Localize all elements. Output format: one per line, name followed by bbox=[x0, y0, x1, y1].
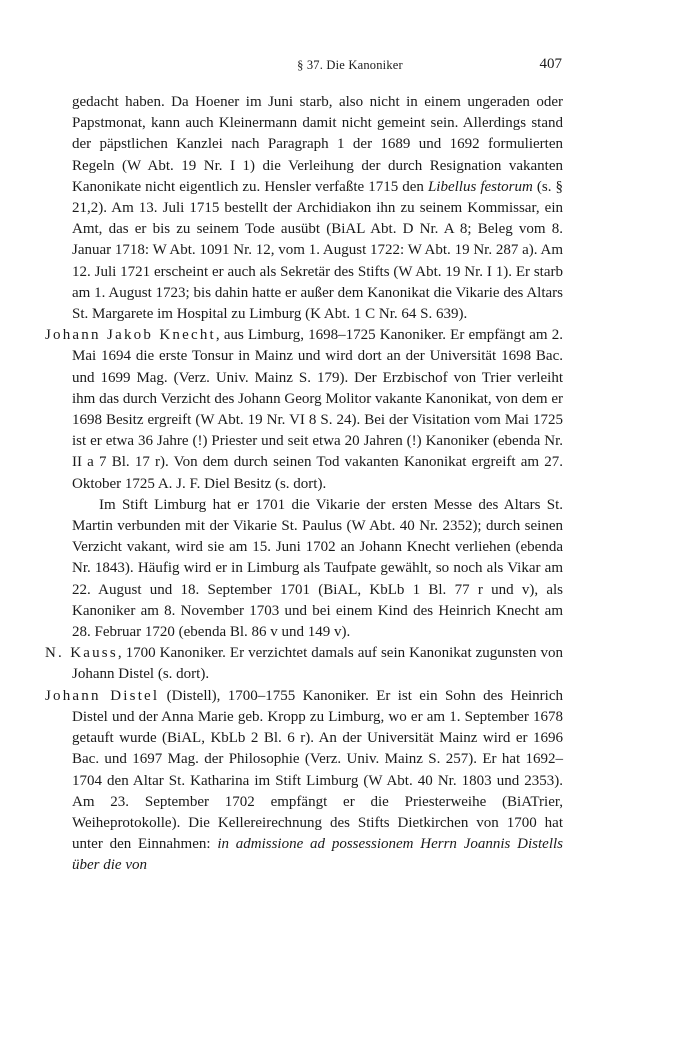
entry-knecht bbox=[45, 325, 563, 495]
entry-name: N. Kauss bbox=[45, 645, 118, 662]
work-title: Libellus festorum bbox=[427, 178, 533, 195]
entry-knecht-paragraph-2 bbox=[45, 495, 563, 643]
entry-text: Im Stift Limburg hat er 1701 die Vikarie der ersten Messe des Altars St. Martin verbunden mit der Vikarie St. Paulus (W Abt. 40 Nr. 2352); durch seinen Verzicht vakant, wird sie am 15. Juni 1702 an Johann Knecht verliehen (ebenda Nr. 1843). Häufig wird er in Limburg als Taufpate gewählt, so noch als Vikar am 22. August und 18. September 1701 (BiAL, KbLb 1 Bl. 77 r und v), als Kanoniker am 8. November 1703 und bei einem Kind des Heinrich Knecht am 28. Februar 1720 (ebenda Bl. 86 v und 149 v). bbox=[72, 496, 563, 641]
entry-text: , aus Limburg, 1698–1725 Kanoniker. Er empfängt am 2. Mai 1694 die erste Tonsur in Mainz und wird dort an der Universität 1698 Bac. und 1699 Mag. (Verz. Univ. Mainz S. 179). Der Erzbischof von Trier verleiht ihm das durch Verzicht des Johann Georg Molitor vakante Kanonikat, von dem er 1698 Besitz ergreift (W Abt. 19 Nr. VI 8 S. 24). Bei der Visitation vom Mai 1725 ist er etwa 36 Jahre (!) Priester und seit etwa 20 Jahren (!) Kanoniker (ebenda Nr. II a 7 Bl. 17 r). Von dem durch seinen Tod vakanten Kanonikat ergreift am 27. Oktober 1725 A. J. F. Diel Besitz (s. dort). bbox=[72, 327, 563, 492]
paragraph-text-part2: (s. § 21,2). Am 13. Juli 1715 bestellt der Archidiakon ihn zu seinem Kommissar, ein Amt, das er bis zu seinem Tode ausübt (BiAL Abt. D Nr. A 8; Beleg vom 8. Januar 1718: W Abt. 1091 Nr. 12, vom 1. August 1722: W Abt. 19 Nr. 287 a). Am 12. Juli 1721 erscheint er auch als Sekretär des Stifts (W Abt. 19 Nr. I 1). Er starb am 1. August 1723; bis dahin hatte er außer dem Kanonikat die Vikarie des Altars St. Margarete im Hospital zu Limburg (K Abt. 1 C Nr. 64 S. 639). bbox=[72, 178, 564, 323]
running-title: § 37. Die Kanoniker bbox=[297, 58, 403, 72]
entry-text: , 1700 Kanoniker. Er verzichtet damals auf sein Kanonikat zugunsten von Johann Distel (s. dort). bbox=[72, 645, 563, 683]
entry-kauss bbox=[45, 643, 563, 685]
page-body bbox=[45, 92, 563, 877]
continued-paragraph bbox=[45, 92, 563, 325]
page-number: 407 bbox=[539, 56, 562, 72]
quoted-source: in admissione ad possessionem Herrn Joannis Distells über die von bbox=[72, 836, 563, 874]
entry-name: Johann Jakob Knecht bbox=[45, 327, 216, 344]
entry-distel bbox=[45, 686, 563, 877]
paragraph-text-part1: gedacht haben. Da Hoener im Juni starb, also nicht in einem ungeraden oder Papstmonat, kann auch Kleinermann damit nicht gemeint sein. Allerdings stand der päpstlichen Kanzlei nach Paragraph 1 der 1689 und 1692 formulierten Regeln (W Abt. 19 Nr. I 1) die Verleihung der durch Resignation vakanten Kanonikate nicht eigentlich zu. Hensler verfaßte 1715 den bbox=[72, 94, 563, 195]
entry-text: (Distell), 1700–1755 Kanoniker. Er ist ein Sohn des Heinrich Distel und der Anna Marie geb. Kropp zu Limburg, wo er am 1. September 1678 getauft wurde (BiAL, KbLb 2 Bl. 6 r). An der Universität Mainz wird er 1696 Bac. und 1697 Mag. der Philosophie (Verz. Univ. Mainz S. 257). Er hat 1692–1704 den Altar St. Katharina im Stift Limburg (W Abt. 40 Nr. 1803 und 2353). Am 23. September 1702 empfängt er die Priesterweihe (BiATrier, Weiheprotokolle). Die Kellereirechnung des Stifts Dietkirchen von 1700 hat unter den Einnahmen: bbox=[72, 687, 563, 853]
entry-name: Johann Distel bbox=[45, 687, 160, 704]
page-header bbox=[0, 56, 700, 78]
